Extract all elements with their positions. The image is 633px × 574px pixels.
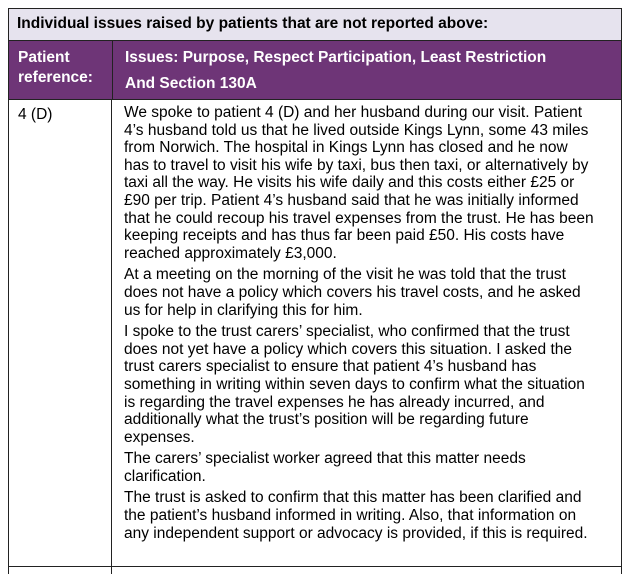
text-line: does not yet have a policy which covers this situation. I asked the [124, 340, 573, 358]
text-line: keeping receipts and has thus far been paid £50. His costs have [124, 227, 565, 245]
issue-paragraph-1 [124, 104, 616, 262]
issue-paragraph-2 [124, 266, 616, 319]
bottom-border [8, 566, 622, 567]
text-line: reached approximately £3,000. [124, 244, 337, 262]
text-line: the patient’s husband informed in writing. Also, that information on [124, 507, 577, 525]
text-line: does not have a policy which covers his travel costs, and he asked [124, 283, 581, 301]
issue-paragraph-4 [124, 450, 616, 485]
header-col2-line1: Issues: Purpose, Respect Participation, Least Restriction [125, 49, 547, 66]
text-line: additionally what the trust’s position will be regarding future [124, 411, 529, 429]
header-col1-line1: Patient [18, 49, 70, 66]
text-line: 4’s husband told us that he lived outside Kings Lynn, some 43 miles [124, 121, 589, 139]
text-line: that he could recoup his travel expenses from the trust. He has been [124, 209, 594, 227]
text-line: trust carers specialist to ensure that patient 4’s husband has [124, 358, 537, 376]
header-patient-reference [9, 41, 113, 99]
text-line: The trust is asked to confirm that this matter has been clarified and [124, 489, 582, 507]
patient-reference-cell: 4 (D) [18, 106, 53, 123]
issue-paragraph-5 [124, 489, 616, 542]
text-line: At a meeting on the morning of the visit he was told that the trust [124, 266, 566, 284]
header-issues [113, 41, 621, 99]
text-line: We spoke to patient 4 (D) and her husband during our visit. Patient [124, 104, 583, 121]
table-title-text: Individual issues raised by patients that are not reported above: [17, 15, 489, 32]
text-line: has to travel to visit his wife by taxi, bus then taxi, or alternatively by [124, 156, 589, 174]
text-line: I spoke to the trust carers’ specialist, who confirmed that the trust [124, 323, 570, 341]
header-col1-line2: reference: [18, 69, 93, 86]
text-line: us for help in clarifying this for him. [124, 301, 363, 319]
header-col2-line2: And Section 130A [125, 75, 257, 92]
column-divider [111, 99, 112, 574]
issues-cell [124, 104, 616, 546]
text-line: expenses. [124, 428, 195, 446]
text-line: clarification. [124, 467, 206, 485]
text-line: £90 per trip. Patient 4’s husband said that he was initially informed [124, 191, 579, 209]
text-line: taxi all the way. He visits his wife daily and this costs either £25 or [124, 174, 575, 192]
text-line: from Norwich. The hospital in Kings Lynn has closed and he now [124, 139, 568, 157]
table-title [8, 8, 622, 41]
text-line: any independent support or advocacy is provided, if this is required. [124, 524, 588, 542]
table-header-row [8, 40, 622, 100]
text-line: The carers’ specialist worker agreed that this matter needs [124, 450, 526, 468]
text-line: is regarding the travel expenses he has already incurred, and [124, 393, 545, 411]
issue-paragraph-3 [124, 323, 616, 446]
text-line: something in writing within seven days to confirm what the situation [124, 375, 585, 393]
